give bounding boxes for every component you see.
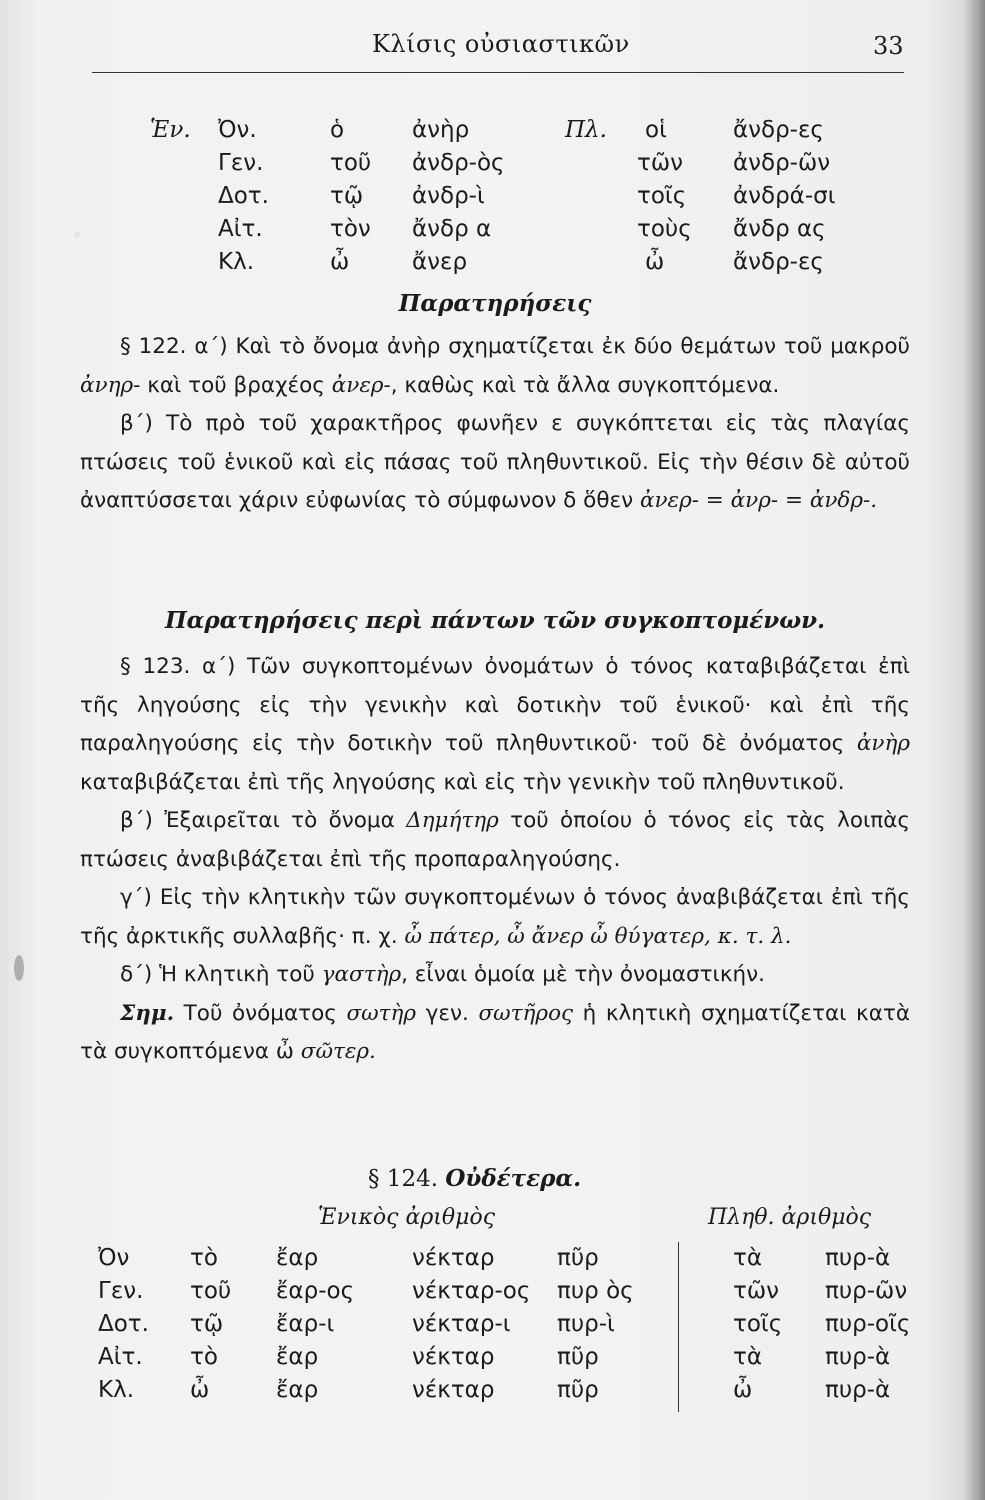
- paper-speck: [14, 955, 24, 981]
- column-divider: [678, 1242, 679, 1412]
- form-nektar: νέκταρ: [412, 1245, 495, 1271]
- case-label: Ὀν: [98, 1245, 130, 1271]
- page-number: 33: [873, 32, 904, 60]
- p122-a-text-mid: καὶ τοῦ βραχέος: [140, 372, 332, 398]
- article-plural: ὦ: [645, 249, 665, 275]
- form-ear: ἔαρ-ι: [276, 1311, 335, 1337]
- form-plural: πυρ-ὰ: [825, 1245, 891, 1271]
- note-text-end: ἡ κλητικὴ σχηματίζεται κατὰ τὰ συγκοπτόμενα ὦ: [80, 1000, 910, 1064]
- section-heading-neuter: [368, 1165, 581, 1192]
- article-plural: ὦ: [733, 1377, 753, 1403]
- article-singular: τοῦ: [330, 150, 372, 176]
- stem-derivation: ἀνερ- = ἀνρ- = ἀνδρ-.: [639, 488, 878, 513]
- paragraph-122: [80, 328, 910, 521]
- singular-number-label: Ἑνικὸς ἀριθμὸς: [318, 1205, 496, 1230]
- note-label: Σημ.: [120, 1000, 175, 1026]
- form-plural: ἀνδρά-σι: [733, 183, 836, 209]
- stem-long: ἀνηρ-: [80, 372, 141, 398]
- case-label: Γεν.: [218, 150, 264, 176]
- article-singular: τῷ: [330, 183, 364, 209]
- form-pyr: πῦρ: [557, 1245, 599, 1271]
- plural-number-label: Πληθ. ἀριθμὸς: [708, 1205, 872, 1230]
- section-heading-syncopated: Παρατηρήσεις περὶ πάντων τῶν συγκοπτομένων.: [164, 607, 826, 634]
- plural-label: Πλ.: [565, 117, 607, 143]
- form-plural: πυρ-ῶν: [825, 1278, 908, 1304]
- paper-speck: [74, 232, 80, 238]
- word-demeter: Δημήτηρ: [406, 808, 499, 833]
- case-label: Γεν.: [98, 1278, 144, 1304]
- p122-a-text: § 122. α΄) Καὶ τὸ ὄνομα ἀνὴρ σχηματίζεται ἐκ δύο θεμάτων τοῦ μακροῦ: [120, 334, 910, 359]
- article-singular: τὸν: [330, 216, 371, 242]
- form-plural: πυρ-ὰ: [825, 1344, 891, 1370]
- word-soter-vocative: σῶτερ.: [300, 1039, 376, 1064]
- case-label: Κλ.: [98, 1377, 135, 1403]
- section-title: Οὐδέτερα.: [445, 1165, 582, 1192]
- article-plural: τὰ: [733, 1344, 763, 1370]
- paragraph-123: [80, 648, 910, 1072]
- page-spine-shadow: [963, 0, 985, 1500]
- section-heading-observations: Παρατηρήσεις: [398, 290, 592, 317]
- form-singular: ἄνερ: [412, 249, 468, 275]
- form-ear: ἔαρ-ος: [276, 1278, 355, 1304]
- article-plural: τοὺς: [637, 216, 692, 242]
- form-plural: πυρ-οῖς: [825, 1311, 911, 1337]
- form-nektar: νέκταρ: [412, 1344, 495, 1370]
- form-plural: ἄνδρ-ες: [733, 117, 824, 143]
- singular-label: Ἑν.: [150, 117, 191, 143]
- form-ear: ἔαρ: [276, 1344, 319, 1370]
- article-singular: τὸ: [190, 1344, 218, 1370]
- form-pyr: πυρ ὸς: [557, 1278, 634, 1304]
- case-label: Ὀν.: [218, 117, 257, 143]
- article-singular: ὦ: [190, 1377, 210, 1403]
- p123-a-text: § 123. α΄) Τῶν συγκοπτομένων ὀνομάτων ὁ τόνος καταβιβάζεται ἐπὶ τῆς ληγούσης εἰς τὴν γενικὴν καὶ δοτικὴν τοῦ ἑνικοῦ· καὶ ἐπὶ τῆς παραληγούσης εἰς τὴν δοτικὴν τοῦ πληθυντικοῦ· τοῦ δὲ ὀνόματος: [80, 654, 910, 756]
- article-plural: τῶν: [733, 1278, 779, 1304]
- word-soteros: σωτῆρος: [478, 1000, 574, 1026]
- form-plural: ἄνδρ-ες: [733, 249, 824, 275]
- form-singular: ἀνὴρ: [412, 117, 470, 143]
- case-label: Δοτ.: [98, 1311, 149, 1337]
- case-label: Κλ.: [218, 249, 255, 275]
- form-plural: ἄνδρ ας: [733, 216, 826, 242]
- word-gaster: γαστὴρ: [321, 962, 402, 987]
- p122-b-text: β΄) Τὸ πρὸ τοῦ χαρακτῆρος φωνῆεν ε συγκόπτεται εἰς τὰς πλαγίας πτώσεις τοῦ ἑνικοῦ καὶ εἰς πάσας τοῦ πληθυντικοῦ. Εἰς τὴν θέσιν δὲ αὐτοῦ ἀναπτύσσεται χάριν εὐφωνίας τὸ σύμφωνον δ ὅθεν: [80, 411, 910, 513]
- word-aner: ἀνὴρ: [856, 731, 910, 756]
- article-plural: τὰ: [733, 1245, 763, 1271]
- p123-b-text-end: τοῦ ὁποίου ὁ τόνος εἰς τὰς λοιπὰς πτώσεις ἀναβιβάζεται ἐπὶ τῆς προπαραληγούσης.: [80, 808, 910, 872]
- form-pyr: πῦρ: [557, 1344, 599, 1370]
- word-soter: σωτὴρ: [346, 1000, 417, 1026]
- p122-a-text-end: , καθὼς καὶ τὰ ἄλλα συγκοπτόμενα.: [390, 372, 780, 398]
- case-label: Αἰτ.: [98, 1344, 143, 1370]
- article-singular: ὁ: [330, 117, 345, 143]
- article-singular: τοῦ: [190, 1278, 232, 1304]
- p123-d-text: δ΄) Ἡ κλητικὴ τοῦ: [120, 962, 322, 987]
- header-rule: [92, 72, 904, 73]
- case-label: Αἰτ.: [218, 216, 263, 242]
- article-plural: τῶν: [637, 150, 683, 176]
- article-singular: ὦ: [330, 249, 350, 275]
- form-singular: ἄνδρ α: [412, 216, 492, 242]
- case-label: Δοτ.: [218, 183, 269, 209]
- form-plural: ἀνδρ-ῶν: [733, 150, 831, 176]
- article-plural: τοῖς: [637, 183, 687, 209]
- form-pyr: πυρ-ὶ: [557, 1311, 615, 1337]
- article-plural: τοῖς: [733, 1311, 783, 1337]
- stem-short: ἀνερ-: [331, 372, 391, 398]
- note-text-mid: γεν.: [416, 1000, 479, 1026]
- form-nektar: νέκταρ: [412, 1377, 495, 1403]
- article-plural: οἱ: [645, 117, 667, 143]
- vocative-examples: ὦ πάτερ, ὦ ἄνερ ὦ θύγατερ, κ. τ. λ.: [404, 923, 792, 949]
- article-singular: τῷ: [190, 1311, 224, 1337]
- form-pyr: πῦρ: [557, 1377, 599, 1403]
- p123-a-text-end: καταβιβάζεται ἐπὶ τῆς ληγούσης καὶ εἰς τὴν γενικὴν τοῦ πληθυντικοῦ.: [80, 769, 845, 795]
- note-text: Τοῦ ὀνόματος: [174, 1000, 347, 1026]
- running-header-title: Κλίσις οὐσιαστικῶν: [372, 30, 630, 58]
- form-nektar: νέκταρ-ι: [412, 1311, 511, 1337]
- form-singular: ἀνδρ-ὶ: [412, 183, 485, 209]
- section-number: § 124.: [368, 1166, 439, 1192]
- p123-b-text: β΄) Ἐξαιρεῖται τὸ ὄνομα: [120, 808, 407, 833]
- form-singular: ἀνδρ-ὸς: [412, 150, 505, 176]
- form-ear: ἔαρ: [276, 1245, 319, 1271]
- p123-c-text: γ΄) Εἰς τὴν κλητικὴν τῶν συγκοπτομένων ὁ τόνος ἀναβιβάζεται ἐπὶ τῆς τῆς ἀρκτικῆς συλλαβῆς· π. χ.: [80, 885, 910, 949]
- form-plural: πυρ-ὰ: [825, 1377, 891, 1403]
- p123-d-text-end: , εἶναι ὁμοία μὲ τὴν ὀνομαστικήν.: [401, 962, 765, 987]
- article-singular: τὸ: [190, 1245, 218, 1271]
- form-nektar: νέκταρ-ος: [412, 1278, 531, 1304]
- form-ear: ἔαρ: [276, 1377, 319, 1403]
